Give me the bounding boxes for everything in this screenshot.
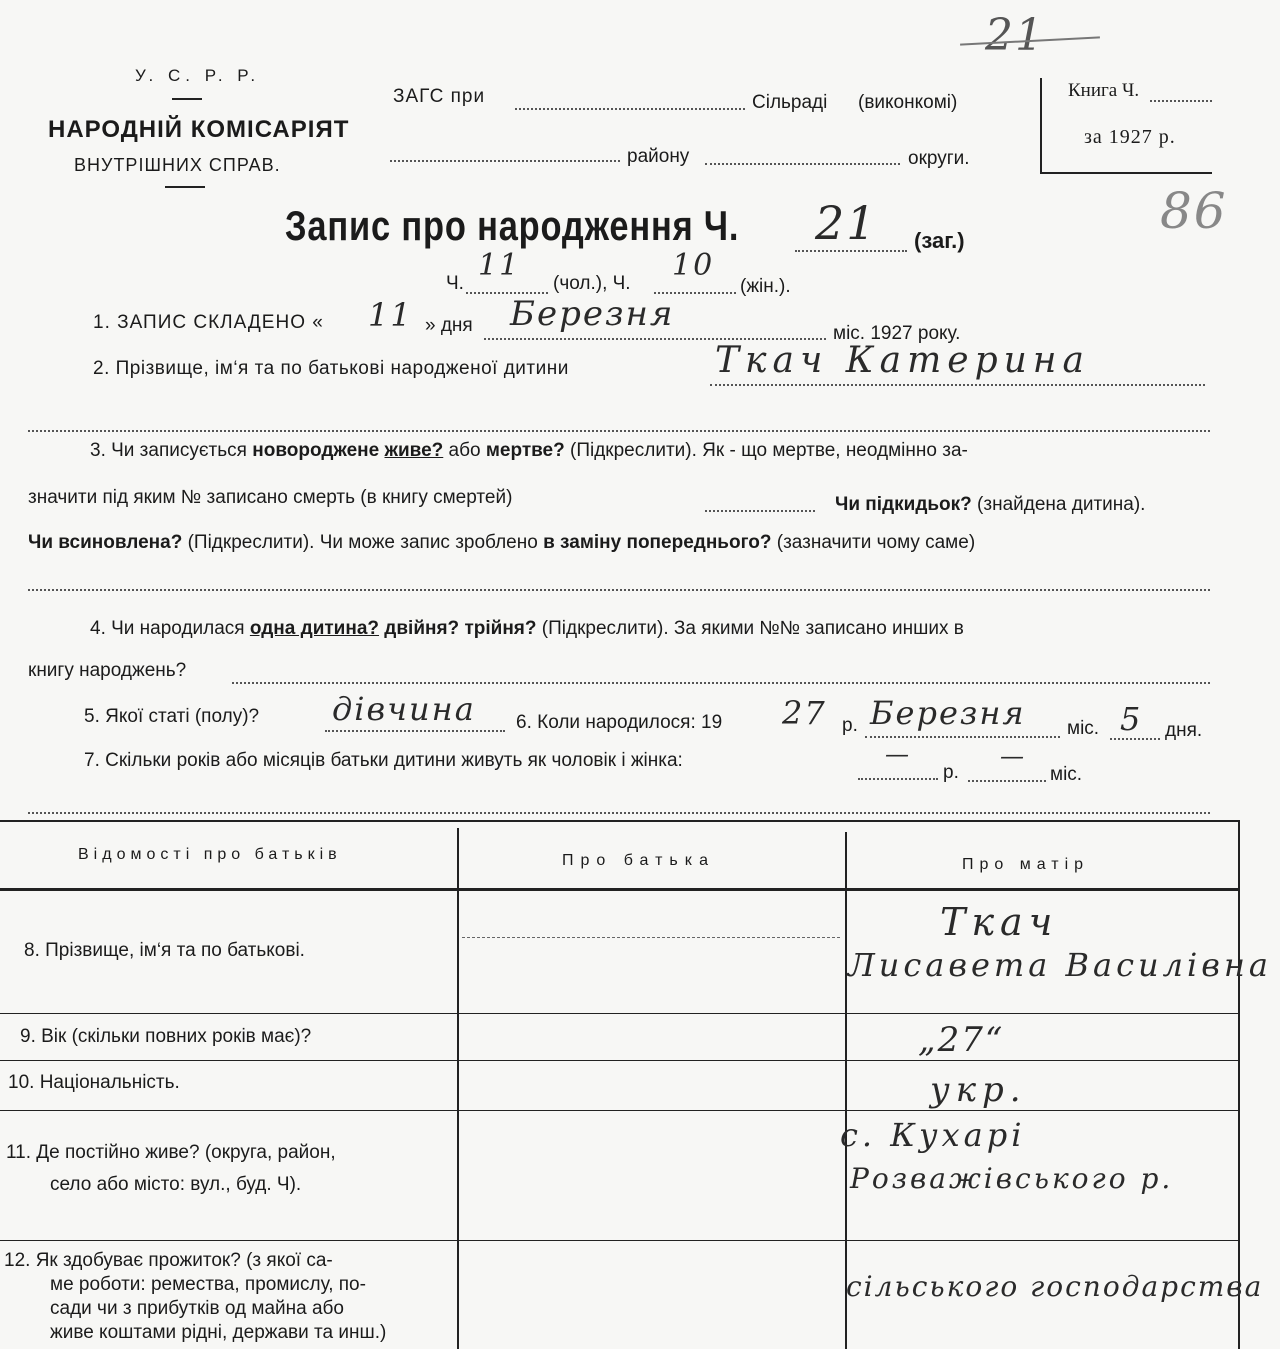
zag-label: (заг.): [914, 228, 965, 253]
dotted-line: [795, 250, 907, 252]
record-number: 21: [815, 196, 878, 250]
margin-note-86: 86: [1160, 182, 1228, 240]
option-newborn: новороджене: [252, 440, 380, 461]
q6-r: р.: [842, 715, 858, 736]
row-12-label-line3: сади чи з прибутків од майна або: [50, 1298, 344, 1319]
q6-day: 5: [1120, 700, 1143, 738]
okrugy-label: округи.: [908, 148, 970, 169]
row-divider: [0, 1013, 1238, 1014]
dotted-line: [28, 430, 1210, 432]
dotted-line: [968, 780, 1046, 782]
dotted-line: [515, 108, 745, 110]
q3-line2b: Чи підкидьок? (знайдена дитина).: [835, 494, 1146, 515]
q1-month: Березня: [510, 294, 675, 334]
dotted-line: [1110, 738, 1160, 740]
q3-line3: Чи всиновлена? (Підкреслити). Чи може запис зроблено в заміну попереднього? (зазначити чому саме): [28, 532, 976, 553]
q4-line2: книгу народжень?: [28, 660, 187, 681]
row-12-label-line2: ме роботи: ремества, промислу, по-: [50, 1274, 366, 1295]
option-adopted: Чи всиновлена?: [28, 532, 183, 553]
row-9-label: 9. Вік (скільки повних років має)?: [20, 1026, 312, 1047]
q3-line1: 3. Чи записується новороджене живе? або мертве? (Підкреслити). Як - що мертве, неодмінно за-: [90, 440, 968, 461]
vykonkomi-label: (виконкомі): [858, 92, 958, 113]
book-box-border: [1040, 172, 1212, 174]
row-11-mother-village: с. Кухарі: [840, 1116, 1026, 1154]
q1-day: 11: [368, 296, 413, 334]
dotted-line: [858, 778, 938, 780]
q6-label: 6. Коли народилося: 19: [516, 712, 723, 733]
q7-r: р.: [943, 762, 959, 783]
option-single: одна дитина?: [249, 618, 380, 639]
table-header-border: [0, 888, 1240, 891]
q2-child-name: Ткач Катерина: [715, 340, 1090, 381]
q3-line2: значити під яким № записано смерть (в книгу смертей): [28, 487, 513, 508]
table-border-top: [0, 820, 1240, 822]
row-12-label-line4: живе коштами рідні, держави та инш.): [50, 1322, 387, 1343]
page-title: Запис про народження Ч.: [285, 202, 740, 249]
q6-mis: міс.: [1067, 718, 1100, 739]
q7-mis: міс.: [1050, 764, 1083, 785]
ch-label: Ч.: [446, 273, 464, 294]
dotted-line: [28, 812, 1210, 814]
col-header-info: Відомості про батьків: [78, 846, 342, 863]
dotted-line: [705, 510, 815, 512]
silradi-label: Сільраді: [752, 92, 828, 113]
q4-line1: 4. Чи народилася одна дитина? двійня? трійня? (Підкреслити). За якими №№ записано инших в: [90, 618, 964, 639]
col-header-mother: Про матір: [962, 856, 1090, 873]
q5-sex: дівчина: [332, 690, 476, 728]
row-divider: [0, 1110, 1238, 1111]
row-12-mother-occupation: сільського господарства: [846, 1270, 1264, 1303]
option-replacement: в заміну попереднього?: [543, 532, 772, 553]
q1-year-label: міс. 1927 року.: [833, 323, 961, 344]
q1-label: 1. ЗАПИС СКЛАДЕНО «: [93, 312, 324, 333]
option-twins: двійня?: [384, 618, 460, 639]
book-year: за 1927 р.: [1084, 126, 1176, 148]
row-10-mother-nationality: укр.: [930, 1070, 1027, 1110]
dotted-line: [232, 682, 1210, 684]
row-11-label-line2: село або місто: вул., буд. Ч).: [50, 1174, 302, 1195]
row-11-mother-district: Розважівського р.: [850, 1162, 1174, 1195]
option-foundling: Чи підкидьок?: [835, 494, 972, 515]
q6-month: Березня: [870, 694, 1026, 732]
q6-year: 27: [782, 694, 827, 732]
option-alive: живе?: [384, 440, 444, 461]
q6-dnia: дня.: [1165, 720, 1203, 741]
divider: [172, 98, 202, 100]
dotted-line: [28, 589, 1210, 591]
cell-line: [462, 937, 840, 938]
row-8-mother-surname: Ткач: [940, 900, 1059, 944]
raionu-label: району: [627, 146, 690, 167]
q2-label: 2. Прізвище, ім‘я та по батькові народженої дитини: [93, 358, 569, 379]
row-8-mother-name: Лисавета Василівна: [848, 946, 1272, 984]
dotted-line: [325, 730, 505, 732]
dotted-line: [1150, 100, 1212, 102]
option-dead: мертве?: [485, 440, 565, 461]
dotted-line: [710, 384, 1205, 386]
internal-affairs: ВНУТРІШНИХ СПРАВ.: [74, 155, 281, 175]
q1-day-close: » дня: [425, 315, 473, 336]
table-col-divider: [457, 828, 459, 1349]
female-number: 10: [672, 248, 715, 283]
ussr-label: У. С. Р. Р.: [135, 66, 261, 85]
row-divider: [0, 1060, 1238, 1061]
row-12-label-line1: 12. Як здобуває прожиток? (з якої са-: [4, 1250, 333, 1271]
q7-label: 7. Скільки років або місяців батьки дитини живуть як чоловік і жінка:: [84, 750, 683, 771]
margin-note-number: 21: [985, 10, 1045, 61]
row-divider: [0, 1240, 1238, 1241]
row-10-label: 10. Національність.: [8, 1072, 180, 1093]
dotted-line: [865, 736, 1060, 738]
chol-label: (чол.), Ч.: [553, 273, 631, 294]
row-9-mother-age: „27“: [918, 1020, 1005, 1060]
zags-label: ЗАГС при: [393, 86, 486, 107]
row-11-label-line1: 11. Де постійно живе? (округа, район,: [6, 1142, 336, 1163]
q7-years: —: [885, 740, 911, 768]
book-box-border: [1040, 78, 1042, 172]
dotted-line: [390, 160, 620, 162]
zhin-label: (жін.).: [740, 276, 791, 297]
col-header-father: Про батька: [562, 852, 715, 869]
divider: [165, 186, 205, 188]
option-triplets: трійня?: [464, 618, 537, 639]
male-number: 11: [478, 248, 521, 283]
book-label: Книга Ч.: [1068, 80, 1140, 101]
commissariat-title: НАРОДНІЙ КОМІСАРІЯТ: [48, 116, 350, 143]
dotted-line: [705, 163, 900, 165]
q5-label: 5. Якої статі (полу)?: [84, 706, 260, 727]
row-8-label: 8. Прізвище, ім‘я та по батькові.: [24, 940, 305, 961]
q7-months: —: [1000, 742, 1026, 770]
